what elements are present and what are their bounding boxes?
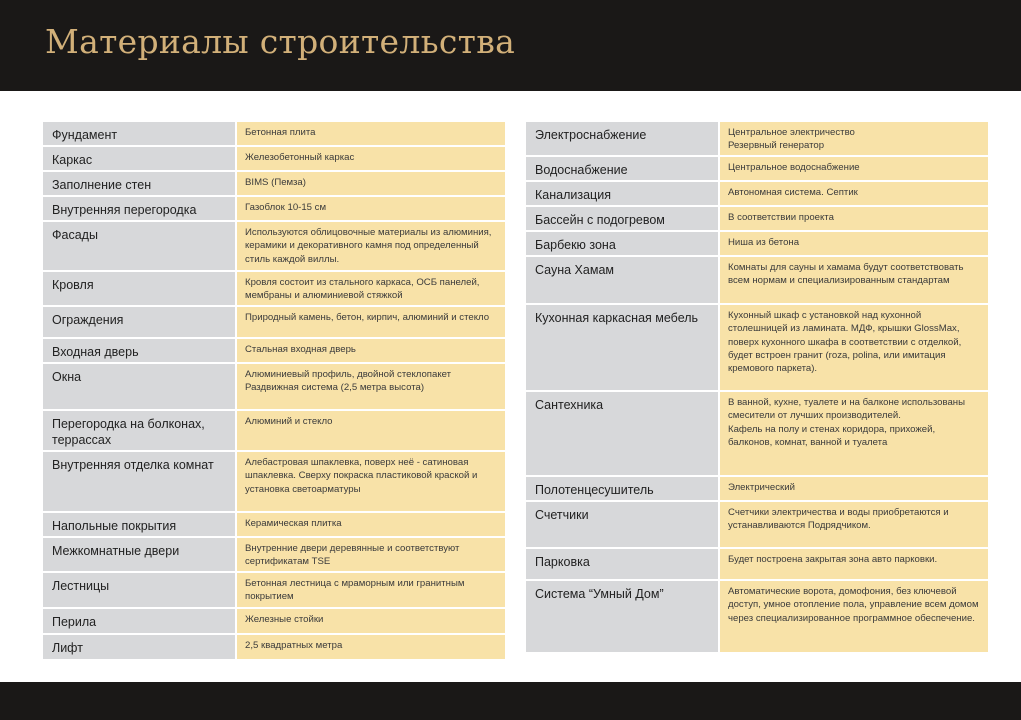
table-row [526, 305, 988, 392]
row-value: 2,5 квадратных метра [237, 635, 505, 661]
table-row [43, 573, 505, 609]
row-value: Керамическая плитка [237, 513, 505, 538]
row-label: Фундамент [43, 122, 237, 147]
table-row [526, 257, 988, 305]
table-row [43, 122, 505, 147]
table-row [43, 172, 505, 197]
row-label: Лифт [43, 635, 237, 661]
row-value: Стальная входная дверь [237, 339, 505, 364]
row-value: Электрический [720, 477, 988, 502]
row-label: Каркас [43, 147, 237, 172]
table-row [43, 513, 505, 538]
footer-bar [0, 682, 1021, 720]
row-label: Барбекю зона [526, 232, 720, 257]
table-row [43, 538, 505, 573]
row-value: Центральное электричество Резервный генератор [720, 122, 988, 157]
table-row [43, 635, 505, 661]
table-row [526, 207, 988, 232]
table-row [43, 197, 505, 222]
row-value: BIMS (Пемза) [237, 172, 505, 197]
row-value: Алюминий и стекло [237, 411, 505, 452]
row-value: Счетчики электричества и воды приобретаются и устанавливаются Подрядчиком. [720, 502, 988, 549]
table-row [526, 581, 988, 654]
row-value: Комнаты для сауны и хамама будут соответствовать всем нормам и специализированным стандартам [720, 257, 988, 305]
row-label: Парковка [526, 549, 720, 581]
table-row [43, 222, 505, 272]
table-row [43, 307, 505, 339]
table-row [43, 364, 505, 411]
row-value: Центральное водоснабжение [720, 157, 988, 182]
table-row [526, 392, 988, 477]
row-value: В соответствии проекта [720, 207, 988, 232]
row-value: Кровля состоит из стального каркаса, ОСБ панелей, мембраны и алюминиевой стяжкой [237, 272, 505, 307]
row-label: Межкомнатные двери [43, 538, 237, 573]
row-label: Кухонная каркасная мебель [526, 305, 720, 392]
row-label: Внутренняя перегородка [43, 197, 237, 222]
row-label: Ограждения [43, 307, 237, 339]
row-label: Входная дверь [43, 339, 237, 364]
row-value: Автономная система. Септик [720, 182, 988, 207]
row-value: В ванной, кухне, туалете и на балконе использованы смесители от лучших производителей. Кафель на полу и стенах коридора, прихожей, балконов, комнат, ванной и туалета [720, 392, 988, 477]
table-row [526, 502, 988, 549]
row-value: Будет построена закрытая зона авто парковки. [720, 549, 988, 581]
row-label: Заполнение стен [43, 172, 237, 197]
row-label: Счетчики [526, 502, 720, 549]
row-label: Лестницы [43, 573, 237, 609]
table-row [526, 549, 988, 581]
row-label: Перила [43, 609, 237, 635]
row-value: Бетонная лестница с мраморным или гранитным покрытием [237, 573, 505, 609]
table-row [43, 411, 505, 452]
row-label: Кровля [43, 272, 237, 307]
table-row [526, 477, 988, 502]
row-label: Фасады [43, 222, 237, 272]
row-value: Железные стойки [237, 609, 505, 635]
row-value: Автоматические ворота, домофония, без ключевой доступ, умное отопление пола, управление всем домом через специализированное программное обеспечение. [720, 581, 988, 654]
row-value: Ниша из бетона [720, 232, 988, 257]
row-value: Природный камень, бетон, кирпич, алюминий и стекло [237, 307, 505, 339]
table-row [43, 452, 505, 513]
row-label: Водоснабжение [526, 157, 720, 182]
row-label: Сантехника [526, 392, 720, 477]
row-label: Напольные покрытия [43, 513, 237, 538]
table-row [43, 147, 505, 172]
table-row [526, 232, 988, 257]
row-value: Используются облицовочные материалы из алюминия, керамики и декоративного камня под определенный стиль каждой виллы. [237, 222, 505, 272]
row-value: Алебастровая шпаклевка, поверх неё - сатиновая шпаклевка. Сверху покраска пластиковой краской и установка светоарматуры [237, 452, 505, 513]
right-spec-table [526, 122, 988, 654]
row-label: Электроснабжение [526, 122, 720, 157]
row-label: Сауна Хамам [526, 257, 720, 305]
row-label: Окна [43, 364, 237, 411]
row-value: Алюминиевый профиль, двойной стеклопакет Раздвижная система (2,5 метра высота) [237, 364, 505, 411]
page-title: Материалы строительства [45, 22, 516, 61]
table-row [526, 157, 988, 182]
table-row [43, 272, 505, 307]
row-value: Железобетонный каркас [237, 147, 505, 172]
row-label: Бассейн с подогревом [526, 207, 720, 232]
row-label: Полотенцесушитель [526, 477, 720, 502]
table-row [43, 609, 505, 635]
row-value: Внутренние двери деревянные и соответствуют сертификатам TSE [237, 538, 505, 573]
row-label: Внутренняя отделка комнат [43, 452, 237, 513]
row-label: Канализация [526, 182, 720, 207]
header-banner [0, 0, 1021, 91]
row-label: Перегородка на болконах, террассах [43, 411, 237, 452]
row-label: Система “Умный Дом” [526, 581, 720, 654]
left-spec-table [43, 122, 505, 661]
row-value: Газоблок 10-15 см [237, 197, 505, 222]
table-row [526, 122, 988, 157]
table-row [43, 339, 505, 364]
table-row [526, 182, 988, 207]
row-value: Бетонная плита [237, 122, 505, 147]
row-value: Кухонный шкаф с установкой над кухонной столешницей из ламината. МДФ, крышки GlossMax, поверх кухонного шкафа в соответствии с отделкой, будет встроен гранит (roza, polina, или имитация кремового паркета). [720, 305, 988, 392]
